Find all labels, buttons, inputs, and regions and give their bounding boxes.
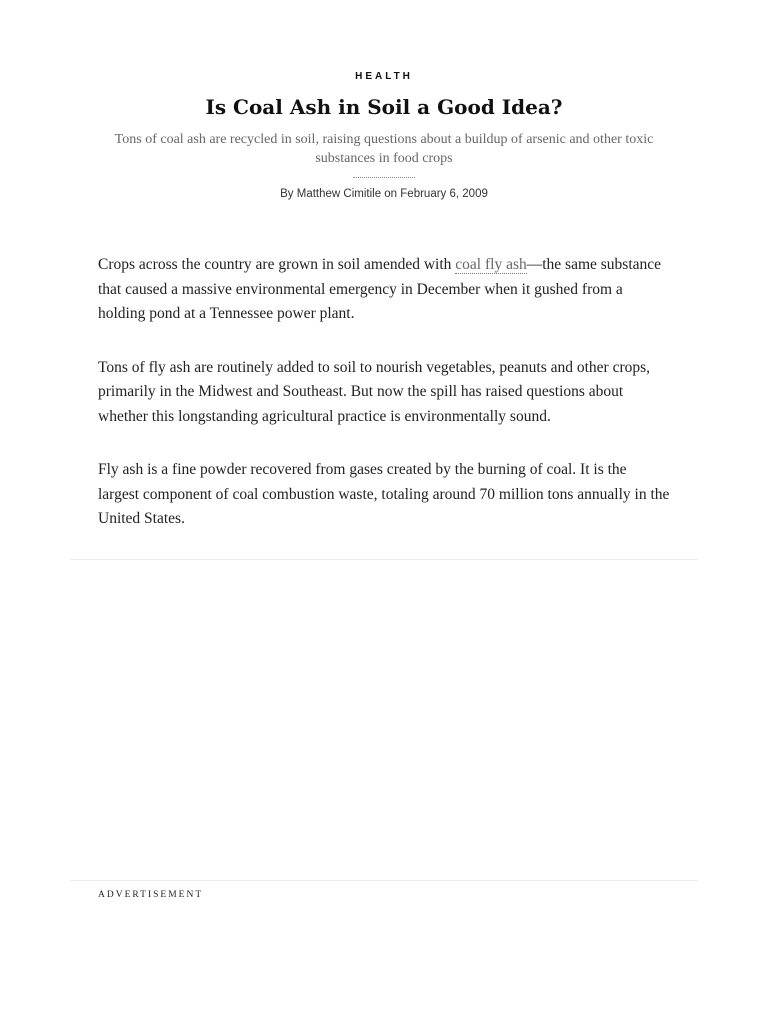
paragraph-3: Fly ash is a fine powder recovered from gases created by the burning of coal. It is the largest component of coal combustion waste, totaling around 70 million tons annually in the United States. xyxy=(98,461,670,527)
paragraph-2: Tons of fly ash are routinely added to soil to nourish vegetables, peanuts and other crops, primarily in the Midwest and Southeast. But now the spill has raised questions about whether this longstanding agricultural practice is environmentally sound. xyxy=(98,358,651,425)
dotted-divider xyxy=(353,177,415,178)
article-body xyxy=(98,253,670,561)
author-name[interactable]: Matthew Cimitile xyxy=(296,188,382,200)
date-prefix: on xyxy=(381,188,401,200)
byline-prefix: By xyxy=(280,188,297,200)
advertisement-label: ADVERTISEMENT xyxy=(98,890,204,900)
coal-fly-ash-link[interactable]: coal fly ash xyxy=(455,256,527,273)
article-title: Is Coal Ash in Soil a Good Idea? xyxy=(205,95,563,119)
paragraph-1 xyxy=(98,253,670,327)
article-subtitle: Tons of coal ash are recycled in soil, raising questions about a buildup of arsenic and other toxic substances in food crops xyxy=(114,132,654,166)
byline xyxy=(0,188,768,200)
divider-line xyxy=(70,880,698,881)
ad-slot[interactable] xyxy=(70,560,698,880)
section-label[interactable]: HEALTH xyxy=(355,71,413,82)
publish-date: February 6, 2009 xyxy=(400,188,488,200)
paragraph-1-text-end: —the same substance that caused a massive environmental emergency in December when it gushed from a holding pond at a Tennessee power plant. xyxy=(98,256,662,322)
paragraph-1-text-start: Crops across the country are grown in soil amended with xyxy=(98,256,456,273)
